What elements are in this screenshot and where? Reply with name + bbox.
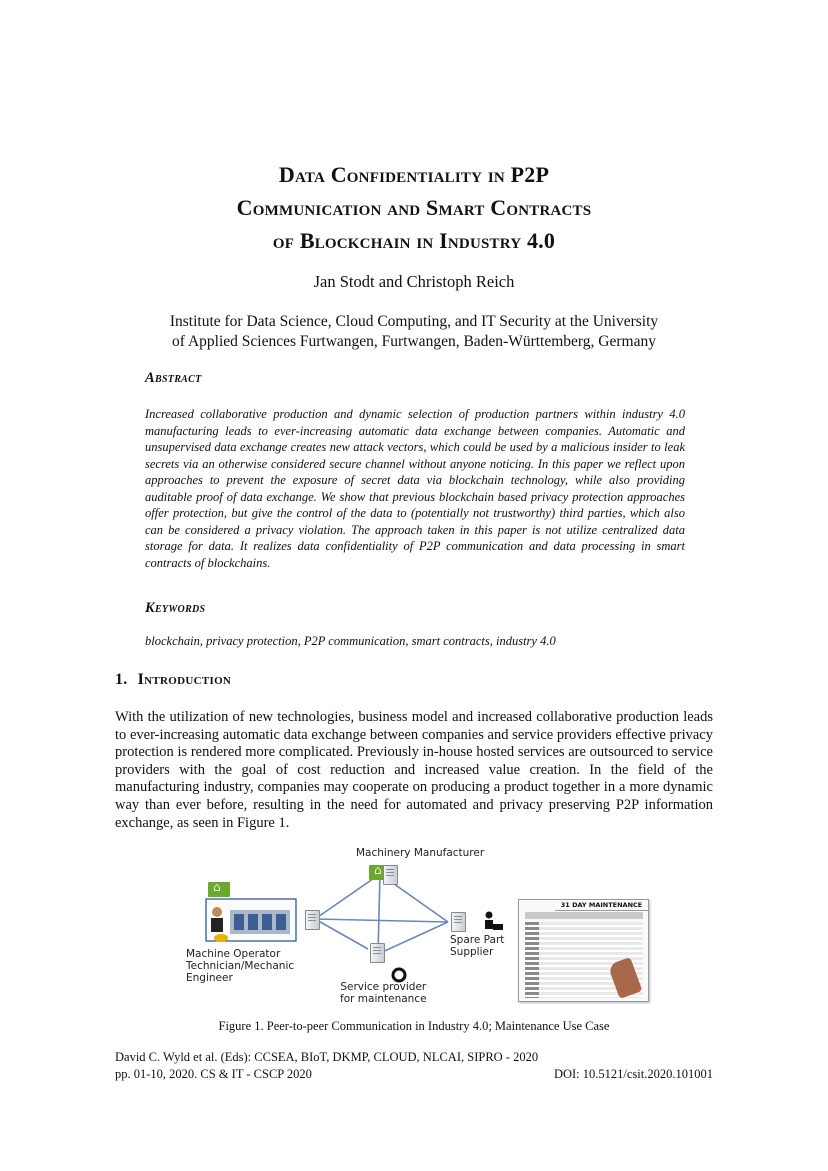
introduction-text: With the utilization of new technologies, business model and increased collaborative production leads to ever-increasing automatic data exchange between companies and service providers effective privacy protection is rendered more complicated. Previously in-house hosted services are outsourced to service providers with the goal of cost reduction and increased value creation. In the field of the manufacturing industry, companies may cooperate on producing a product together in a more dynamic way than ever before, resulting in the need for automated and privacy preserving P2P information exchange, as seen in Figure 1. [115, 709, 713, 831]
footer-line-2 [115, 1067, 713, 1082]
section-title: Introduction [137, 671, 232, 688]
manufacturer-server-icon [383, 865, 398, 885]
footer-line-1: David C. Wyld et al. (Eds): CCSEA, BIoT, DKMP, CLOUD, NLCAI, SIPRO - 2020 [115, 1050, 539, 1064]
affiliation-line-1: Institute for Data Science, Cloud Computing, and IT Security at the University [169, 313, 659, 330]
link-service-supplier [378, 922, 448, 954]
footer-doi: DOI: 10.5121/csit.2020.101001 [553, 1067, 713, 1081]
link-operator-service [315, 919, 368, 949]
link-manufacturer-service [378, 874, 380, 954]
abstract-text: Increased collaborative production and dynamic selection of production partners within industry 4.0 manufacturing leads to ever-increasing automatic data exchange between companies. Automatic and unsupervised data exchange creates new attack vectors, which could be used by a malicious insider to leak secrets via an otherwise considered secure channel without anyone noticing. In this paper we reflect upon approaches to prevent the exposure of secret data via blockchain technology, while also providing auditable proof of data exchange. We show that previous blockchain based privacy protection approaches offer protection, but give the control of the data to (potentially not trustworthy) third parties, which also can be considered a privacy violation. The approach taken in this paper is not utilize centralized data storage for data. It realizes data confidentiality of P2P communication and data processing in smart contracts of blockchains. [145, 407, 685, 570]
supplier-person-icon [486, 912, 493, 919]
introduction-heading [115, 671, 231, 689]
authors: Jan Stodt and Christoph Reich [313, 272, 515, 291]
title-line-3: of Blockchain in Industry 4.0 [272, 228, 556, 253]
affiliation [120, 312, 708, 352]
maintenance-schedule-image [518, 899, 649, 1002]
abstract-heading: Abstract [145, 370, 202, 386]
title-line-2: Communication and Smart Contracts [236, 195, 592, 220]
section-number: 1. [115, 671, 128, 688]
hardhat-icon [214, 934, 228, 942]
operator-label: Machine Operator Technician/Mechanic Engineer [186, 948, 295, 984]
schedule-left-column [525, 922, 539, 998]
person-head-icon [212, 907, 222, 917]
person-body-icon [211, 918, 223, 932]
service-server-icon [370, 943, 385, 963]
title-line-1: Data Confidentiality in P2P [278, 162, 550, 187]
footer-pages: pp. 01-10, 2020. CS & IT - CSCP 2020 [115, 1067, 312, 1081]
service-provider-label: Service provider for maintenance [340, 981, 427, 1005]
gear-icon [393, 969, 405, 981]
paper-title [90, 158, 738, 257]
link-operator-supplier [315, 919, 448, 922]
operator-server-icon [305, 910, 320, 930]
link-operator-manufacturer [315, 874, 380, 919]
supplier-label: Spare Part Supplier [450, 934, 505, 958]
figure-1 [180, 844, 650, 1009]
schedule-header-row [525, 912, 643, 919]
manufacturer-label: Machinery Manufacturer [356, 847, 485, 859]
operator-factory-icon [208, 882, 230, 897]
keywords-heading: Keywords [145, 600, 206, 616]
keywords-text: blockchain, privacy protection, P2P communication, smart contracts, industry 4.0 [145, 634, 556, 648]
supplier-server-icon [451, 912, 466, 932]
schedule-title: 31 DAY MAINTENANCE [555, 900, 648, 911]
figure-caption: Figure 1. Peer-to-peer Communication in Industry 4.0; Maintenance Use Case [218, 1019, 610, 1033]
affiliation-line-2: of Applied Sciences Furtwangen, Furtwangen, Baden-Württemberg, Germany [172, 333, 656, 350]
